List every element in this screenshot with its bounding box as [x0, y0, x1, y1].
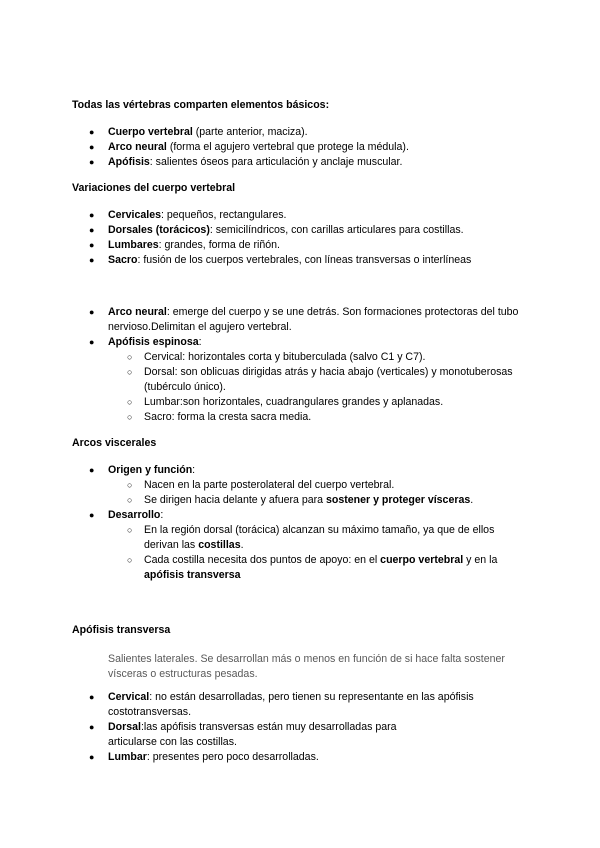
list-item: ● Desarrollo: ○ En la región dorsal (torácica) alcanzan su máximo tamaño, ya que de ellos derivan las costillas. ○ Cada costilla necesita dos puntos de apoyo: en el cuerpo vertebral y en la apófisis transversa: [72, 508, 532, 583]
bullet-icon: ●: [89, 255, 95, 265]
sublist-item: ○ Dorsal: son oblicuas dirigidas atrás y hacia abajo (verticales) y monotuberosas (tubérculo único).: [127, 366, 513, 393]
list-item: ● Lumbares: grandes, forma de riñón.: [89, 239, 280, 251]
sublist-item: ○ Cervical: horizontales corta y bituberculada (salvo C1 y C7).: [127, 351, 426, 363]
bullet-icon: ●: [89, 142, 95, 152]
bullet-icon: ●: [89, 692, 95, 702]
heading-transverse-process: Apófisis transversa: [72, 624, 171, 636]
bullet-icon: ●: [89, 157, 95, 167]
heading-basic-elements: Todas las vértebras comparten elementos básicos:: [72, 99, 330, 111]
list-item: ● Dorsales (torácicos): semicilíndricos, con carillas articulares para costillas.: [89, 224, 464, 236]
circle-bullet-icon: ○: [127, 397, 133, 407]
circle-bullet-icon: ○: [127, 480, 133, 490]
list-item: ● Cervicales: pequeños, rectangulares.: [89, 209, 287, 221]
transverse-note: Salientes laterales. Se desarrollan más o menos en función de si hace falta sostener vísceras o estructuras pesadas.: [108, 653, 505, 680]
bullet-icon: ●: [89, 722, 95, 732]
bullet-icon: ●: [89, 510, 95, 520]
bullet-icon: ●: [89, 210, 95, 220]
heading-visceral-arches: Arcos viscerales: [72, 437, 157, 449]
spinous-sublist: [108, 350, 532, 425]
list-item: ● Apófisis espinosa: ○ Cervical: horizontales corta y bituberculada (salvo C1 y C7). ○ Dorsal: son oblicuas dirigidas atrás y hacia abajo (verticales) y monotuberosas (tubérculo único). ○ Lumbar:son horizontales, cuadrangulares grandes y aplanadas. ○ Sacro: forma la cresta sacra media.: [72, 335, 532, 425]
sublist-item: ○ Sacro: forma la cresta sacra media.: [127, 411, 312, 423]
circle-bullet-icon: ○: [127, 525, 133, 535]
sublist-item: ○ Se dirigen hacia delante y afuera para sostener y proteger vísceras.: [127, 494, 474, 506]
bullet-icon: ●: [89, 307, 95, 317]
circle-bullet-icon: ○: [127, 352, 133, 362]
transverse-list: [72, 690, 532, 765]
sublist-item: ○ Cada costilla necesita dos puntos de apoyo: en el cuerpo vertebral y en la apófisis transversa: [127, 554, 498, 581]
list-item: ● Origen y función: ○ Nacen en la parte posterolateral del cuerpo vertebral. ○ Se dirigen hacia delante y afuera para sostener y proteger vísceras.: [72, 463, 532, 508]
list-item: ● Arco neural (forma el agujero vertebral que protege la médula).: [89, 141, 409, 153]
circle-bullet-icon: ○: [127, 495, 133, 505]
list-item: ● Cervical: no están desarrolladas, pero tienen su representante en las apófisis costotransversas.: [89, 691, 474, 718]
list-item: ● Apófisis: salientes óseos para articulación y anclaje muscular.: [89, 156, 403, 168]
basic-elements-list: [72, 125, 532, 170]
development-sublist: [108, 523, 532, 583]
sublist-item: ○ Lumbar:son horizontales, cuadrangulares grandes y aplanadas.: [127, 396, 444, 408]
arch-list: [72, 305, 532, 425]
visceral-arches-list: [72, 463, 532, 583]
list-item: ● Cuerpo vertebral (parte anterior, maciza).: [89, 126, 308, 138]
list-item: ● Dorsal:las apófisis transversas están muy desarrolladas para articularse con las costillas.: [89, 721, 397, 748]
list-item: ● Sacro: fusión de los cuerpos vertebrales, con líneas transversas o interlíneas: [89, 254, 472, 266]
bullet-icon: ●: [89, 127, 95, 137]
bullet-icon: ●: [89, 225, 95, 235]
circle-bullet-icon: ○: [127, 555, 133, 565]
body-variations-list: [72, 208, 532, 268]
heading-body-variations: Variaciones del cuerpo vertebral: [72, 182, 236, 194]
origin-sublist: [108, 478, 532, 508]
circle-bullet-icon: ○: [127, 367, 133, 377]
sublist-item: ○ En la región dorsal (torácica) alcanzan su máximo tamaño, ya que de ellos derivan las costillas.: [127, 524, 495, 551]
sublist-item: ○ Nacen en la parte posterolateral del cuerpo vertebral.: [127, 479, 395, 491]
bullet-icon: ●: [89, 337, 95, 347]
bullet-icon: ●: [89, 752, 95, 762]
bullet-icon: ●: [89, 240, 95, 250]
circle-bullet-icon: ○: [127, 412, 133, 422]
list-item: ● Arco neural: emerge del cuerpo y se une detrás. Son formaciones protectoras del tubo nervioso.Delimitan el agujero vertebral.: [89, 306, 519, 333]
bullet-icon: ●: [89, 465, 95, 475]
list-item: ● Lumbar: presentes pero poco desarrolladas.: [89, 751, 319, 763]
